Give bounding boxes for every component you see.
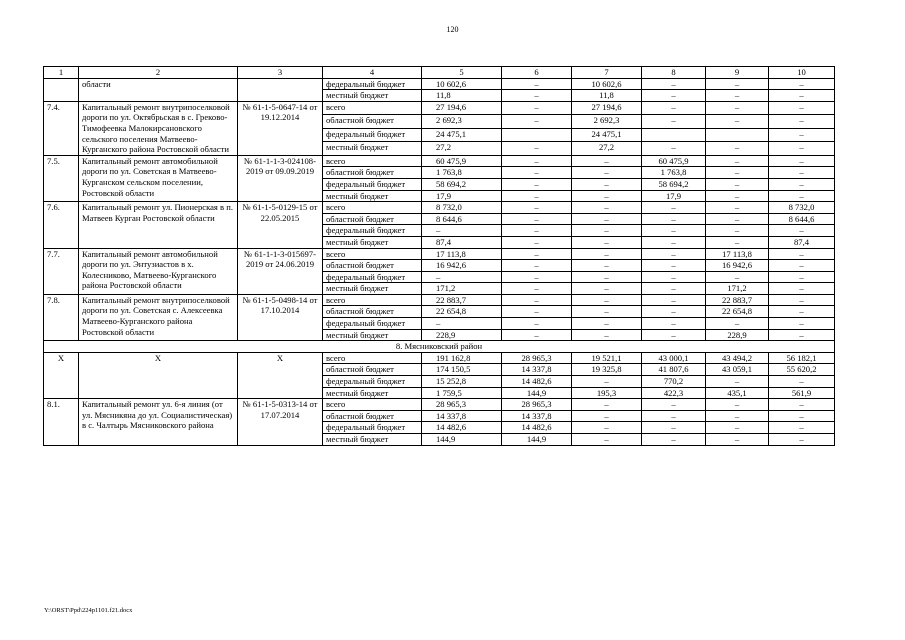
value-cell: 2 692,3 [572,115,642,128]
value-cell: – [769,329,835,341]
budget-type: местный бюджет [323,90,422,102]
value-cell: 11,8 [422,90,502,102]
value-cell: – [572,306,642,318]
value-cell: – [769,318,835,330]
value-cell: 87,4 [769,236,835,248]
object-name: Капитальный ремонт ул. Пионерская в п. Матвеев Курган Ростовской области [79,202,238,248]
object-name: Капитальный ремонт автомобильной дороги по ул. Советская в Матвеево-Курганском сельском поселении, Ростовской области [79,155,238,201]
value-cell: – [502,155,572,167]
value-cell: 8 732,0 [769,202,835,214]
value-cell: – [706,101,769,114]
value-cell: 144,9 [422,434,502,446]
value-cell: – [502,190,572,202]
value-cell: – [769,128,835,141]
value-cell: 561,9 [769,387,835,399]
budget-type: федеральный бюджет [323,318,422,330]
value-cell: 10 602,6 [422,78,502,90]
value-cell: – [769,434,835,446]
value-cell: – [769,376,835,388]
value-cell: 435,1 [706,387,769,399]
budget-type: областной бюджет [323,213,422,225]
value-cell: – [422,318,502,330]
value-cell: 16 942,6 [422,260,502,272]
row-number: 7.6. [44,202,79,248]
budget-type: местный бюджет [323,283,422,295]
value-cell: – [502,306,572,318]
value-cell: 43 059,1 [706,364,769,376]
value-cell: – [502,283,572,295]
table-row [44,399,835,411]
value-cell: – [769,178,835,190]
value-cell: 43 494,2 [706,352,769,364]
document-number [238,78,323,101]
value-cell: – [422,271,502,283]
value-cell: – [769,78,835,90]
column-number: 10 [769,67,835,79]
value-cell: – [706,271,769,283]
value-cell: – [572,271,642,283]
column-number: 9 [706,67,769,79]
value-cell: – [502,236,572,248]
value-cell: – [642,260,706,272]
value-cell [706,128,769,141]
budget-type: местный бюджет [323,236,422,248]
value-cell: 144,9 [502,434,572,446]
value-cell: – [572,190,642,202]
value-cell: – [642,78,706,90]
value-cell: 27,2 [422,142,502,156]
value-cell: 1 759,5 [422,387,502,399]
budget-type: федеральный бюджет [323,376,422,388]
value-cell: 17,9 [422,190,502,202]
value-cell: 22 883,7 [706,294,769,306]
value-cell: – [706,318,769,330]
value-cell: – [769,306,835,318]
value-cell: 27 194,6 [422,101,502,114]
value-cell: – [769,399,835,411]
table-row [44,101,835,114]
budget-type: областной бюджет [323,260,422,272]
value-cell: 56 182,1 [769,352,835,364]
budget-type: всего [323,399,422,411]
budget-type: федеральный бюджет [323,422,422,434]
value-cell: 228,9 [706,329,769,341]
value-cell: – [572,294,642,306]
value-cell: 43 000,1 [642,352,706,364]
row-number: 7.8. [44,294,79,340]
value-cell: 58 694,2 [422,178,502,190]
value-cell: 14 482,6 [422,422,502,434]
value-cell: 191 162,8 [422,352,502,364]
value-cell: – [769,260,835,272]
value-cell: 171,2 [422,283,502,295]
value-cell: 87,4 [422,236,502,248]
value-cell: – [706,190,769,202]
budget-type: федеральный бюджет [323,78,422,90]
value-cell: – [502,294,572,306]
value-cell: 28 965,3 [502,399,572,411]
object-name: области [79,78,238,101]
value-cell: 171,2 [706,283,769,295]
value-cell: – [706,90,769,102]
value-cell: – [706,434,769,446]
value-cell: – [502,260,572,272]
value-cell: 14 482,6 [502,376,572,388]
value-cell: – [706,422,769,434]
value-cell: – [642,101,706,114]
column-number: 4 [323,67,422,79]
document-number: № 61-1-5-0313-14 от 17.07.2014 [238,399,323,445]
value-cell: – [572,236,642,248]
value-cell: – [769,271,835,283]
budget-type: местный бюджет [323,142,422,156]
value-cell: 1 763,8 [642,167,706,179]
budget-type: местный бюджет [323,434,422,446]
value-cell: 8 644,6 [422,213,502,225]
value-cell: – [572,283,642,295]
row-number: 7.4. [44,101,79,155]
value-cell: – [706,399,769,411]
value-cell: – [769,248,835,260]
value-cell: – [572,202,642,214]
value-cell [642,128,706,141]
column-number: 6 [502,67,572,79]
column-number: 5 [422,67,502,79]
value-cell: – [642,434,706,446]
value-cell: – [769,190,835,202]
value-cell: 22 654,8 [706,306,769,318]
value-cell: 144,9 [502,387,572,399]
value-cell: 60 475,9 [422,155,502,167]
value-cell: – [642,329,706,341]
value-cell: – [642,115,706,128]
budget-type: областной бюджет [323,115,422,128]
value-cell: 770,2 [642,376,706,388]
value-cell: – [642,422,706,434]
value-cell: – [642,410,706,422]
object-name: Капитальный ремонт внутрипоселковой дороги по ул. Советская с. Алексеевка Матвеево-Курганского района Ростовской области [79,294,238,340]
value-cell: – [502,225,572,237]
value-cell: – [706,78,769,90]
value-cell: 17,9 [642,190,706,202]
value-cell: – [642,248,706,260]
value-cell: – [706,376,769,388]
value-cell: 8 644,6 [769,213,835,225]
value-cell: – [502,78,572,90]
value-cell: – [642,399,706,411]
value-cell: 14 337,8 [502,364,572,376]
budget-type: областной бюджет [323,410,422,422]
value-cell: – [502,142,572,156]
budget-type: федеральный бюджет [323,225,422,237]
value-cell: – [642,90,706,102]
value-cell: 14 482,6 [502,422,572,434]
value-cell: – [642,202,706,214]
value-cell: 60 475,9 [642,155,706,167]
value-cell: – [502,271,572,283]
value-cell: – [572,376,642,388]
value-cell: – [572,260,642,272]
column-numbers-row [44,67,835,79]
value-cell: 27 194,6 [572,101,642,114]
value-cell: – [502,329,572,341]
budget-type: областной бюджет [323,167,422,179]
section-title: 8. Мясниковский район [44,341,835,353]
value-cell: – [769,90,835,102]
value-cell: – [642,142,706,156]
value-cell: – [502,202,572,214]
value-cell: – [572,167,642,179]
value-cell: 15 252,8 [422,376,502,388]
value-cell: 24 475,1 [422,128,502,141]
row-number: 7.5. [44,155,79,201]
budget-type: всего [323,352,422,364]
object-name: Капитальный ремонт автомобильной дороги по ул. Энтузиастов в х. Колесниково, Матвеево-Курганского района Ростовской области [79,248,238,294]
value-cell: 1 763,8 [422,167,502,179]
value-cell: 8 732,0 [422,202,502,214]
row-number [44,78,79,101]
value-cell: 19 521,1 [572,352,642,364]
table-row [44,248,835,260]
object-name: Капитальный ремонт внутрипоселковой дороги по ул. Октябрьская в с. Греково-Тимофеевка Малокирсановского сельского поселения Матвеево-Курганского района Ростовской области [79,101,238,155]
value-cell: – [502,90,572,102]
value-cell: – [642,271,706,283]
column-number: 3 [238,67,323,79]
row-number: 8.1. [44,399,79,445]
budget-type: всего [323,101,422,114]
value-cell: – [642,283,706,295]
section-header-row [44,341,835,353]
value-cell: – [642,225,706,237]
value-cell: – [642,236,706,248]
value-cell: 174 150,5 [422,364,502,376]
value-cell: – [502,101,572,114]
value-cell: 22 883,7 [422,294,502,306]
value-cell: – [572,422,642,434]
value-cell: 28 965,3 [422,399,502,411]
value-cell [502,128,572,141]
value-cell: – [706,115,769,128]
value-cell: – [769,101,835,114]
value-cell: 19 325,8 [572,364,642,376]
value-cell: 24 475,1 [572,128,642,141]
document-number: № 61-1-1-3-015697-2019 от 24.06.2019 [238,248,323,294]
value-cell: – [502,178,572,190]
value-cell: – [706,225,769,237]
value-cell: – [706,202,769,214]
file-path-footer: Y:\ORST\Ppd\224p1101.f21.docx [44,607,133,614]
budget-type: всего [323,294,422,306]
table-row [44,78,835,90]
value-cell: 55 620,2 [769,364,835,376]
value-cell: – [422,225,502,237]
value-cell: – [642,318,706,330]
column-number: 8 [642,67,706,79]
value-cell: – [769,142,835,156]
value-cell: – [706,142,769,156]
value-cell: – [502,318,572,330]
budget-type: всего [323,202,422,214]
value-cell: 422,3 [642,387,706,399]
value-cell: 10 602,6 [572,78,642,90]
value-cell: – [502,115,572,128]
table-row [44,155,835,167]
value-cell: – [769,283,835,295]
budget-type: федеральный бюджет [323,178,422,190]
value-cell: 14 337,8 [422,410,502,422]
value-cell: – [642,294,706,306]
value-cell: – [769,167,835,179]
value-cell: 17 113,8 [422,248,502,260]
table-row [44,202,835,214]
column-number: 7 [572,67,642,79]
budget-type: всего [323,155,422,167]
budget-type: федеральный бюджет [323,128,422,141]
table-row [44,294,835,306]
value-cell: 28 965,3 [502,352,572,364]
budget-type: местный бюджет [323,329,422,341]
value-cell: 58 694,2 [642,178,706,190]
document-number: № 61-1-5-0498-14 от 17.10.2014 [238,294,323,340]
document-number: Х [238,352,323,398]
budget-type: местный бюджет [323,387,422,399]
value-cell: – [642,306,706,318]
document-number: № 61-1-5-0129-15 от 22.05.2015 [238,202,323,248]
column-number: 2 [79,67,238,79]
value-cell: – [706,155,769,167]
budget-type: федеральный бюджет [323,271,422,283]
row-number: Х [44,352,79,398]
document-number: № 61-1-5-0647-14 от 19.12.2014 [238,101,323,155]
value-cell: – [706,178,769,190]
value-cell: – [769,155,835,167]
value-cell: 22 654,8 [422,306,502,318]
budget-type: всего [323,248,422,260]
value-cell: – [706,213,769,225]
value-cell: 41 807,6 [642,364,706,376]
budget-table [43,66,835,446]
value-cell: – [572,434,642,446]
value-cell: – [769,225,835,237]
value-cell: 27,2 [572,142,642,156]
value-cell: – [572,155,642,167]
value-cell: – [502,167,572,179]
table-row [44,352,835,364]
value-cell: – [572,410,642,422]
value-cell: 228,9 [422,329,502,341]
value-cell: – [769,294,835,306]
object-name: Х [79,352,238,398]
value-cell: – [642,213,706,225]
value-cell: – [502,248,572,260]
value-cell: – [769,422,835,434]
value-cell: – [572,178,642,190]
value-cell: – [572,213,642,225]
value-cell: – [706,167,769,179]
value-cell: 14 337,8 [502,410,572,422]
budget-type: областной бюджет [323,306,422,318]
value-cell: – [572,248,642,260]
value-cell: – [706,410,769,422]
value-cell: 17 113,8 [706,248,769,260]
value-cell: 11,8 [572,90,642,102]
value-cell: – [572,329,642,341]
value-cell: – [572,318,642,330]
value-cell: 195,3 [572,387,642,399]
value-cell: – [706,236,769,248]
value-cell: 16 942,6 [706,260,769,272]
column-number: 1 [44,67,79,79]
value-cell: – [769,115,835,128]
value-cell: – [572,399,642,411]
value-cell: – [502,213,572,225]
budget-type: местный бюджет [323,190,422,202]
page-number: 120 [446,25,459,34]
row-number: 7.7. [44,248,79,294]
value-cell: – [572,225,642,237]
budget-type: областной бюджет [323,364,422,376]
value-cell: 2 692,3 [422,115,502,128]
document-number: № 61-1-1-3-024108-2019 от 09.09.2019 [238,155,323,201]
object-name: Капитальный ремонт ул. 6-я линия (от ул. Мясникяна до ул. Социалистическая) в с. Чалтырь Мясниковского района [79,399,238,445]
value-cell: – [769,410,835,422]
